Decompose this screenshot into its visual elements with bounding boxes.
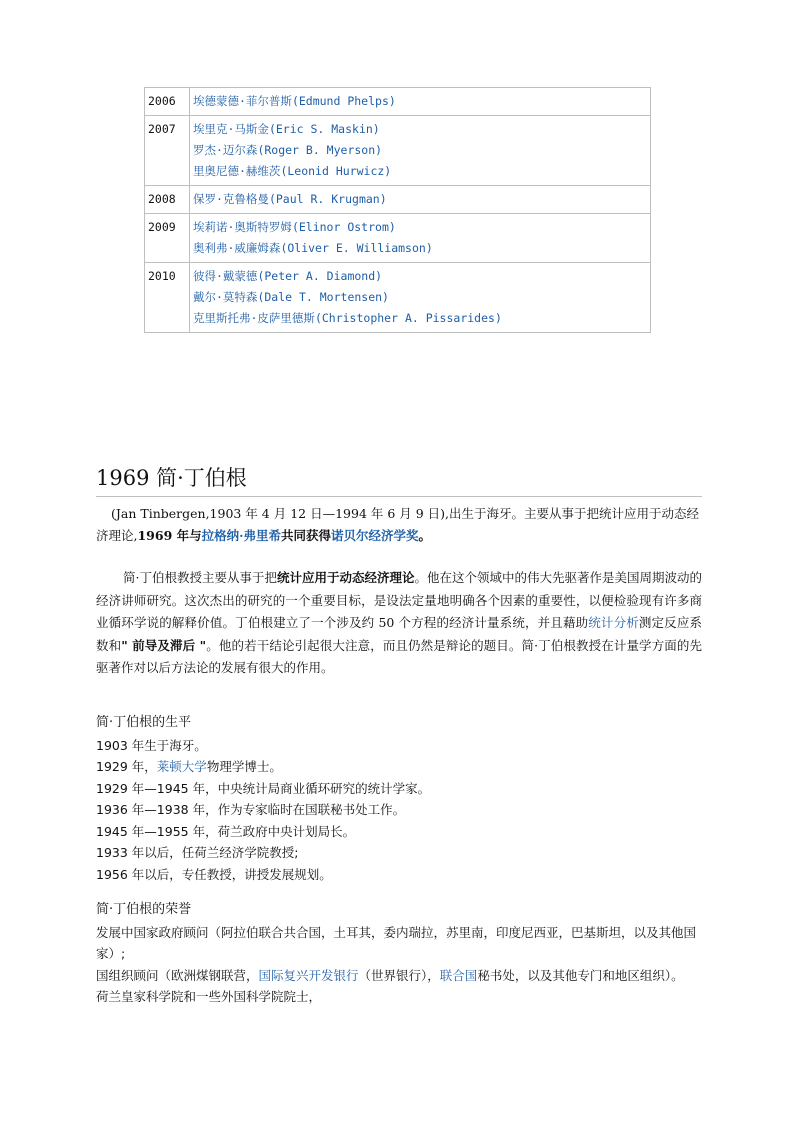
bio-line-text: 物理学博士。 <box>206 759 282 774</box>
para-bold-lead-lag: " 前导及滞后 " <box>121 637 207 653</box>
names-cell <box>190 88 651 116</box>
para-text-a: 简·丁伯根教授主要从事于把 <box>123 570 277 585</box>
names-cell <box>190 214 651 263</box>
laureate-name[interactable] <box>193 287 647 308</box>
para-text-b: 。他在这个领域中的伟大先驱著作是美国周期波动的经济讲师研究。这次杰出的研究的一个重要目标，是设法定量地明确各个因素的重要性，以便检验现有许多商业循环学说的解释价值。丁伯根建立了一个涉及约 50 个方程的经济计量系统，并且藉助 <box>96 570 703 630</box>
laureate-name-zh[interactable]: 里奥尼德·赫维茨 <box>193 164 281 178</box>
para-text-d: 。他的若干结论引起很大注意，而且仍然是辩论的题目。简·丁伯根教授在计量学方面的先驱著作对以后方法论的发展有很大的作用。 <box>96 637 702 675</box>
names-cell <box>190 186 651 214</box>
laureate-name-en: (Eric S. Maskin) <box>268 122 380 136</box>
table-row <box>145 186 651 214</box>
para-text-c: 测定反应系数和 <box>96 615 702 653</box>
honors-section <box>96 899 702 1008</box>
laureate-name-en: (Elinor Ostrom) <box>291 220 396 234</box>
laureate-name[interactable] <box>193 161 647 182</box>
laureate-name-zh[interactable]: 埃莉诺·奥斯特罗姆 <box>193 220 292 234</box>
laureate-name-en: (Dale T. Mortensen) <box>257 290 389 304</box>
laureate-name[interactable] <box>193 140 647 161</box>
section-title: 1969 简·丁伯根 <box>96 466 247 490</box>
bio-line-text: 1929 年， <box>96 759 157 774</box>
table-row <box>145 116 651 186</box>
link-leiden-university[interactable]: 莱顿大学 <box>156 759 207 774</box>
laureate-name-zh[interactable]: 彼得·戴蒙德 <box>193 269 258 283</box>
table-row <box>145 88 651 116</box>
year-cell: 2008 <box>145 186 190 214</box>
link-ragnar-frisch[interactable]: 拉格纳·弗里希 <box>201 528 281 543</box>
intro-text: (Jan Tinbergen,1903 年 4 月 12 日—1994 年 6 月 9 日),出生于海牙。主要从事于把统计应用于动态经济理论, <box>96 506 700 543</box>
bio-line: 1936 年—1938 年，作为专家临时在国联秘书处工作。 <box>96 802 406 817</box>
para-bold-statistics: 统计应用于动态经济理论 <box>276 570 415 585</box>
bio-line: 1929 年—1945 年，中央统计局商业循环研究的统计学家。 <box>96 780 431 796</box>
year-cell: 2006 <box>145 88 190 116</box>
bio-line: 1945 年—1955 年，荷兰政府中央计划局长。 <box>96 823 356 839</box>
body-paragraph <box>96 567 702 680</box>
laureate-name-en: (Christopher A. Pissarides) <box>314 311 502 325</box>
laureate-name-en: (Edmund Phelps) <box>291 94 396 108</box>
honors-line: 荷兰皇家科学院和一些外国科学院院士， <box>96 989 322 1004</box>
laureate-name-en: (Peter A. Diamond) <box>257 269 383 283</box>
laureate-name-en: (Paul R. Krugman) <box>268 192 387 206</box>
year-cell: 2010 <box>145 263 190 333</box>
laureate-name[interactable] <box>193 189 647 210</box>
laureate-name[interactable] <box>193 308 647 329</box>
bio-line <box>96 756 702 778</box>
laureate-name-en: (Roger B. Myerson) <box>257 143 383 157</box>
laureate-name[interactable] <box>193 119 647 140</box>
bio-line: 1903 年生于海牙。 <box>96 737 207 753</box>
laureate-name-zh[interactable]: 戴尔·莫特森 <box>193 290 258 304</box>
link-nobel-economics[interactable]: 诺贝尔经济学奖 <box>331 528 419 543</box>
link-world-bank[interactable]: 国际复兴开发银行 <box>258 967 359 983</box>
laureate-name[interactable] <box>193 238 647 259</box>
names-cell <box>190 263 651 333</box>
laureates-table <box>144 87 651 333</box>
laureate-name-zh[interactable]: 埃德蒙德·菲尔普斯 <box>193 94 292 108</box>
biography-section <box>96 712 702 885</box>
honors-line <box>96 965 702 987</box>
laureate-name-zh[interactable]: 埃里克·马斯金 <box>193 122 269 136</box>
laureate-name-zh[interactable]: 克里斯托弗·皮萨里德斯 <box>193 311 315 325</box>
intro-bold-shared: 共同获得 <box>281 528 332 543</box>
bio-line: 1956 年以后，专任教授，讲授发展规划。 <box>96 866 332 882</box>
laureate-name[interactable] <box>193 91 647 112</box>
laureates-table-body <box>145 88 651 333</box>
year-cell: 2007 <box>145 116 190 186</box>
honors-line: 发展中国家政府顾问（阿拉伯联合共合国，土耳其，委内瑞拉，苏里南，印度尼西亚，巴基斯坦，以及其他国家）; <box>96 924 697 961</box>
table-row <box>145 214 651 263</box>
link-statistical-analysis[interactable]: 统计分析 <box>588 615 639 630</box>
intro-bold-year: 1969 年与 <box>137 528 202 543</box>
laureate-name-zh[interactable]: 保罗·克鲁格曼 <box>193 192 269 206</box>
title-divider <box>96 496 702 497</box>
laureate-name-en: (Leonid Hurwicz) <box>280 164 392 178</box>
laureate-name[interactable] <box>193 266 647 287</box>
table-row <box>145 263 651 333</box>
intro-paragraph <box>96 503 702 547</box>
year-cell: 2009 <box>145 214 190 263</box>
laureate-name-zh[interactable]: 奥利弗·威廉姆森 <box>193 241 281 255</box>
honors-line-text: 秘书处，以及其他专门和地区组织）。 <box>477 967 684 983</box>
laureate-name[interactable] <box>193 217 647 238</box>
bio-line: 1933 年以后，任荷兰经济学院教授; <box>96 845 299 860</box>
laureate-name-zh[interactable]: 罗杰·迈尔森 <box>193 143 258 157</box>
names-cell <box>190 116 651 186</box>
biography-heading: 简·丁伯根的生平 <box>96 715 192 730</box>
honors-line-text: 国组织顾问（欧洲煤钢联营， <box>96 967 259 983</box>
laureate-name-en: (Oliver E. Williamson) <box>280 241 433 255</box>
link-united-nations[interactable]: 联合国 <box>439 967 478 983</box>
honors-line-text: （世界银行）， <box>358 967 440 983</box>
intro-end: 。 <box>418 528 432 543</box>
honors-heading: 简·丁伯根的荣誉 <box>96 902 192 917</box>
